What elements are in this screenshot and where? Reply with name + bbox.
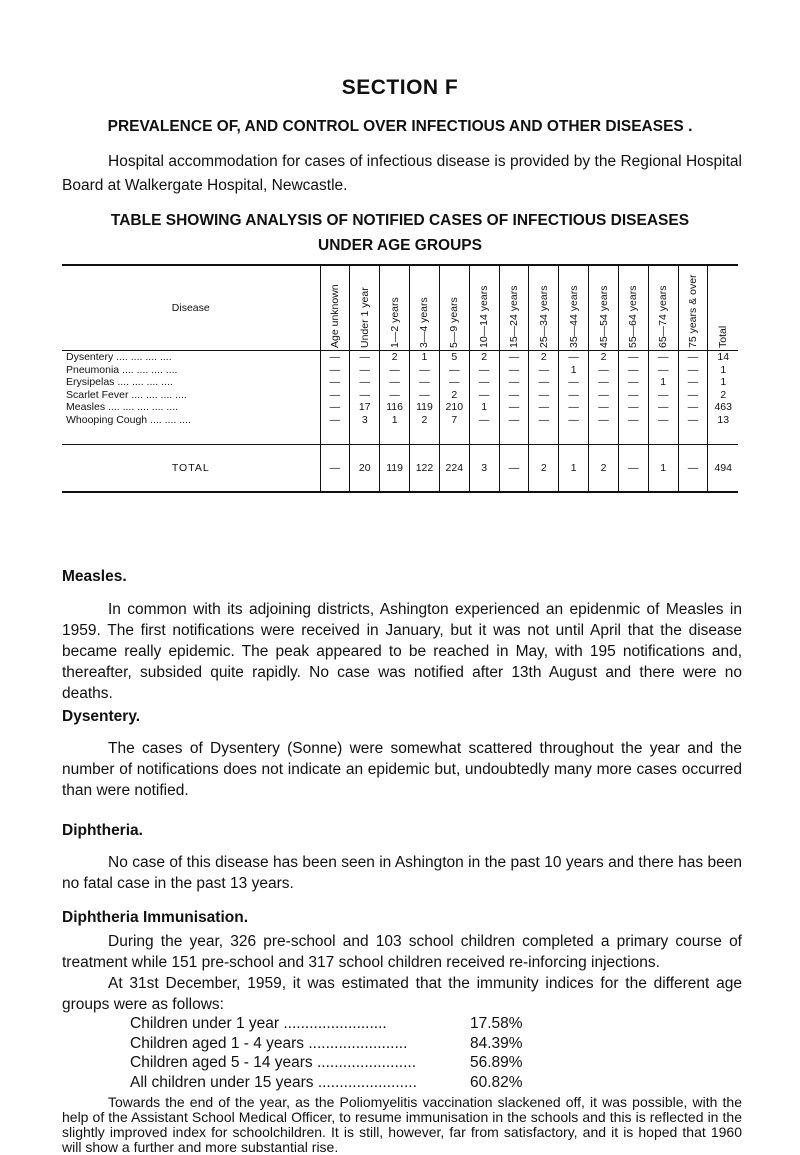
spacer-cell <box>439 426 469 445</box>
column-header-label: 35—44 years <box>567 285 580 348</box>
table-cell: — <box>350 351 380 364</box>
column-header <box>708 265 738 351</box>
column-header <box>589 265 619 351</box>
immunity-label: All children under 15 years ....................... <box>130 1073 417 1091</box>
table-cell: 1 <box>559 364 589 377</box>
column-header-label: 15—24 years <box>507 285 520 348</box>
immunity-label: Children aged 5 - 14 years ....................... <box>130 1054 417 1071</box>
infectious-disease-table <box>62 264 738 493</box>
spacer-cell <box>410 426 440 445</box>
table-title-line-1: TABLE SHOWING ANALYSIS OF NOTIFIED CASES OF INFECTIOUS DISEASES <box>110 212 690 229</box>
table-cell: — <box>678 376 708 389</box>
column-header-label: 45—54 years <box>597 285 610 348</box>
table-cell: 116 <box>380 401 410 414</box>
table-cell: — <box>410 364 440 377</box>
column-header-label: 55—64 years <box>627 285 640 348</box>
table-row <box>62 351 738 364</box>
immunity-value: 84.39% <box>470 1034 523 1052</box>
measles-paragraph: In common with its adjoining districts, Ashington experienced an epidenmic of Measles in 1959. The first notifications were received in January, but it was not until April that the disease became really epidemic. The peak appeared to be reached in May, with 195 notifications and, thereafter, subsided quite rapidly. No case was notified after 13th August and there were no deaths. <box>62 601 742 702</box>
table-cell: — <box>529 401 559 414</box>
table-cell: 3 <box>350 414 380 427</box>
column-header-label: Age unknown <box>328 284 341 348</box>
table-cell: 17 <box>350 401 380 414</box>
total-cell: 2 <box>529 445 559 493</box>
total-cell: — <box>499 445 529 493</box>
total-label: TOTAL <box>62 445 320 493</box>
immunity-value: 17.58% <box>470 1015 523 1032</box>
immunity-row <box>130 1053 570 1073</box>
table-cell: — <box>589 401 619 414</box>
total-cell: 2 <box>589 445 619 493</box>
column-header-label: Total <box>717 325 730 348</box>
column-header <box>559 265 589 351</box>
column-header <box>410 265 440 351</box>
table-cell: — <box>320 376 350 389</box>
spacer-cell <box>380 426 410 445</box>
spacer-row <box>62 426 738 445</box>
diphtheria-paragraph: No case of this disease has been seen in Ashington in the past 10 years and there has been no fatal case in the past 13 years. <box>62 854 742 892</box>
table-cell: — <box>618 401 648 414</box>
table-cell: 1 <box>410 351 440 364</box>
column-header-label: 65—74 years <box>657 285 670 348</box>
total-cell: 3 <box>469 445 499 493</box>
table-cell: 2 <box>708 389 738 402</box>
disease-name: Measles .... .... .... .... .... <box>66 401 179 413</box>
table-row <box>62 389 738 402</box>
intro-paragraph: Hospital accommodation for cases of infectious disease is provided by the Regional Hospital Board at Walkergate Hospital, Newcastle. <box>62 153 742 194</box>
table-cell: 1 <box>469 401 499 414</box>
spacer-cell <box>678 426 708 445</box>
immunity-row <box>130 1014 570 1034</box>
total-row <box>62 445 738 493</box>
immunisation-heading: Diphtheria Immunisation. <box>62 909 249 926</box>
table-cell: 463 <box>708 401 738 414</box>
table-cell: — <box>380 376 410 389</box>
table-cell: — <box>529 389 559 402</box>
disease-column-header: Disease <box>62 265 320 351</box>
immunity-value: 56.89% <box>470 1054 523 1071</box>
immunity-label: Children aged 1 - 4 years ....................... <box>130 1034 408 1052</box>
disease-name: Pneumonia .... .... .... .... <box>66 363 178 376</box>
table-cell: — <box>529 376 559 389</box>
column-header <box>469 265 499 351</box>
table-cell: — <box>410 376 440 389</box>
table-cell: 13 <box>708 414 738 427</box>
total-cell: — <box>618 445 648 493</box>
table-cell: — <box>499 414 529 427</box>
table-row <box>62 401 738 414</box>
column-header <box>439 265 469 351</box>
spacer-cell <box>529 426 559 445</box>
total-cell: 1 <box>559 445 589 493</box>
table-cell: — <box>439 364 469 377</box>
table-title-line-2: UNDER AGE GROUPS <box>318 237 482 254</box>
table-cell: — <box>469 414 499 427</box>
diphtheria-heading: Diphtheria. <box>62 822 143 839</box>
immunity-label: Children under 1 year ........................ <box>130 1015 387 1032</box>
spacer-cell <box>469 426 499 445</box>
table-cell: — <box>589 376 619 389</box>
table-cell: 1 <box>708 376 738 389</box>
table-cell: 210 <box>439 401 469 414</box>
table-heading <box>0 208 800 258</box>
column-header <box>380 265 410 351</box>
table-cell: — <box>380 364 410 377</box>
measles-heading: Measles. <box>62 568 127 585</box>
table-row <box>62 376 738 389</box>
table-cell: — <box>559 376 589 389</box>
table-cell: 1 <box>648 376 678 389</box>
table-cell: — <box>320 364 350 377</box>
immunisation-paragraph-1: During the year, 326 pre-school and 103 school children completed a primary course of treatment while 151 pre-school and 317 school children received re-inforcing injections. <box>62 933 742 971</box>
table-cell: — <box>469 389 499 402</box>
table-cell: — <box>469 376 499 389</box>
section-title: SECTION F <box>341 76 459 99</box>
disease-name: Scarlet Fever .... .... .... .... <box>66 388 187 401</box>
table-row <box>62 414 738 427</box>
table-cell: — <box>499 351 529 364</box>
table-cell: — <box>350 376 380 389</box>
column-header-label: 5—9 years <box>448 297 461 348</box>
table-cell: — <box>678 414 708 427</box>
table-cell: 2 <box>529 351 559 364</box>
column-header <box>648 265 678 351</box>
table-cell: — <box>648 414 678 427</box>
table-cell: — <box>499 401 529 414</box>
spacer-cell <box>559 426 589 445</box>
total-cell: 224 <box>439 445 469 493</box>
table-cell: — <box>350 364 380 377</box>
main-heading: PREVALENCE OF, AND CONTROL OVER INFECTIOUS AND OTHER DISEASES . <box>107 118 693 135</box>
total-cell: 1 <box>648 445 678 493</box>
table-cell: — <box>559 351 589 364</box>
table-cell: — <box>499 376 529 389</box>
column-header-label: 1—2 years <box>388 297 401 348</box>
immunity-row <box>130 1073 570 1093</box>
table-cell: — <box>320 414 350 427</box>
column-header-label: 10—14 years <box>478 285 491 348</box>
table-cell: 1 <box>708 364 738 377</box>
table-cell: 14 <box>708 351 738 364</box>
immunity-value: 60.82% <box>470 1073 523 1091</box>
column-header-label: 3—4 years <box>418 297 431 348</box>
table-cell: — <box>589 414 619 427</box>
disease-name: Whooping Cough .... .... .... <box>66 413 191 426</box>
table-cell: — <box>559 389 589 402</box>
table-cell: — <box>618 376 648 389</box>
spacer-cell <box>320 426 350 445</box>
table-cell: — <box>529 364 559 377</box>
total-cell: 494 <box>708 445 738 493</box>
table-cell: — <box>618 364 648 377</box>
table-cell: 119 <box>410 401 440 414</box>
table-cell: — <box>618 389 648 402</box>
table-body <box>62 351 738 493</box>
table-row <box>62 364 738 377</box>
spacer-cell <box>648 426 678 445</box>
table-cell: 5 <box>439 351 469 364</box>
spacer-cell <box>499 426 529 445</box>
total-cell: 122 <box>410 445 440 493</box>
table-cell: 7 <box>439 414 469 427</box>
table-cell: — <box>559 401 589 414</box>
table-cell: — <box>320 401 350 414</box>
table-cell: — <box>529 414 559 427</box>
immunisation-paragraph-2: At 31st December, 1959, it was estimated that the immunity indices for the different age groups were as follows: <box>62 975 742 1013</box>
table-cell: — <box>320 389 350 402</box>
table-cell: — <box>380 389 410 402</box>
spacer-cell <box>350 426 380 445</box>
column-header <box>320 265 350 351</box>
dysentery-paragraph: The cases of Dysentery (Sonne) were somewhat scattered throughout the year and the number of notifications does not indicate an epidemic but, undoubtedly many more cases occurred than were notified. <box>62 740 742 799</box>
spacer-cell <box>708 426 738 445</box>
immunity-index-list <box>130 1014 570 1092</box>
column-header <box>618 265 648 351</box>
table-cell: — <box>678 401 708 414</box>
table-cell: — <box>678 389 708 402</box>
column-header-label: Under 1 year <box>358 287 371 348</box>
table-cell: — <box>678 351 708 364</box>
total-cell: — <box>320 445 350 493</box>
table-cell: — <box>648 389 678 402</box>
table-cell: — <box>589 389 619 402</box>
column-header <box>529 265 559 351</box>
table-cell: — <box>589 364 619 377</box>
immunisation-paragraph-3: Towards the end of the year, as the Poliomyelitis vaccination slackened off, it was possible, with the help of the Assistant School Medical Officer, to resume immunisation in the schools and this is reflected in the slightly improved index for schoolchildren. It is still, however, far from satisfactory, and it is hoped that 1960 will show a further and more substantial rise. <box>62 1094 742 1155</box>
table-cell: — <box>618 351 648 364</box>
table-cell: — <box>559 414 589 427</box>
table-cell: — <box>499 364 529 377</box>
spacer-cell <box>618 426 648 445</box>
table-cell: 2 <box>589 351 619 364</box>
spacer-cell <box>589 426 619 445</box>
table-cell: 2 <box>469 351 499 364</box>
table-cell: 2 <box>410 414 440 427</box>
table-cell: 1 <box>380 414 410 427</box>
table-cell: — <box>320 351 350 364</box>
table-cell: — <box>618 414 648 427</box>
total-cell: 20 <box>350 445 380 493</box>
table-cell: — <box>350 389 380 402</box>
column-header <box>499 265 529 351</box>
table-cell: — <box>648 364 678 377</box>
table-cell: — <box>410 389 440 402</box>
table-cell: 2 <box>439 389 469 402</box>
table-cell: — <box>469 364 499 377</box>
column-header-label: 25—34 years <box>537 285 550 348</box>
table-cell: — <box>648 351 678 364</box>
total-cell: — <box>678 445 708 493</box>
table-cell: — <box>499 389 529 402</box>
table-header-row <box>62 265 738 351</box>
spacer-cell <box>62 426 320 445</box>
table-cell: — <box>439 376 469 389</box>
dysentery-heading: Dysentery. <box>62 708 141 725</box>
disease-name: Erysipelas .... .... .... .... <box>66 376 173 388</box>
disease-name: Dysentery .... .... .... .... <box>62 351 320 364</box>
table-cell: — <box>678 364 708 377</box>
total-cell: 119 <box>380 445 410 493</box>
immunity-row <box>130 1034 570 1054</box>
table-cell: — <box>648 401 678 414</box>
table-cell: 2 <box>380 351 410 364</box>
column-header <box>678 265 708 351</box>
column-header-label: 75 years & over <box>687 274 700 348</box>
column-header <box>350 265 380 351</box>
